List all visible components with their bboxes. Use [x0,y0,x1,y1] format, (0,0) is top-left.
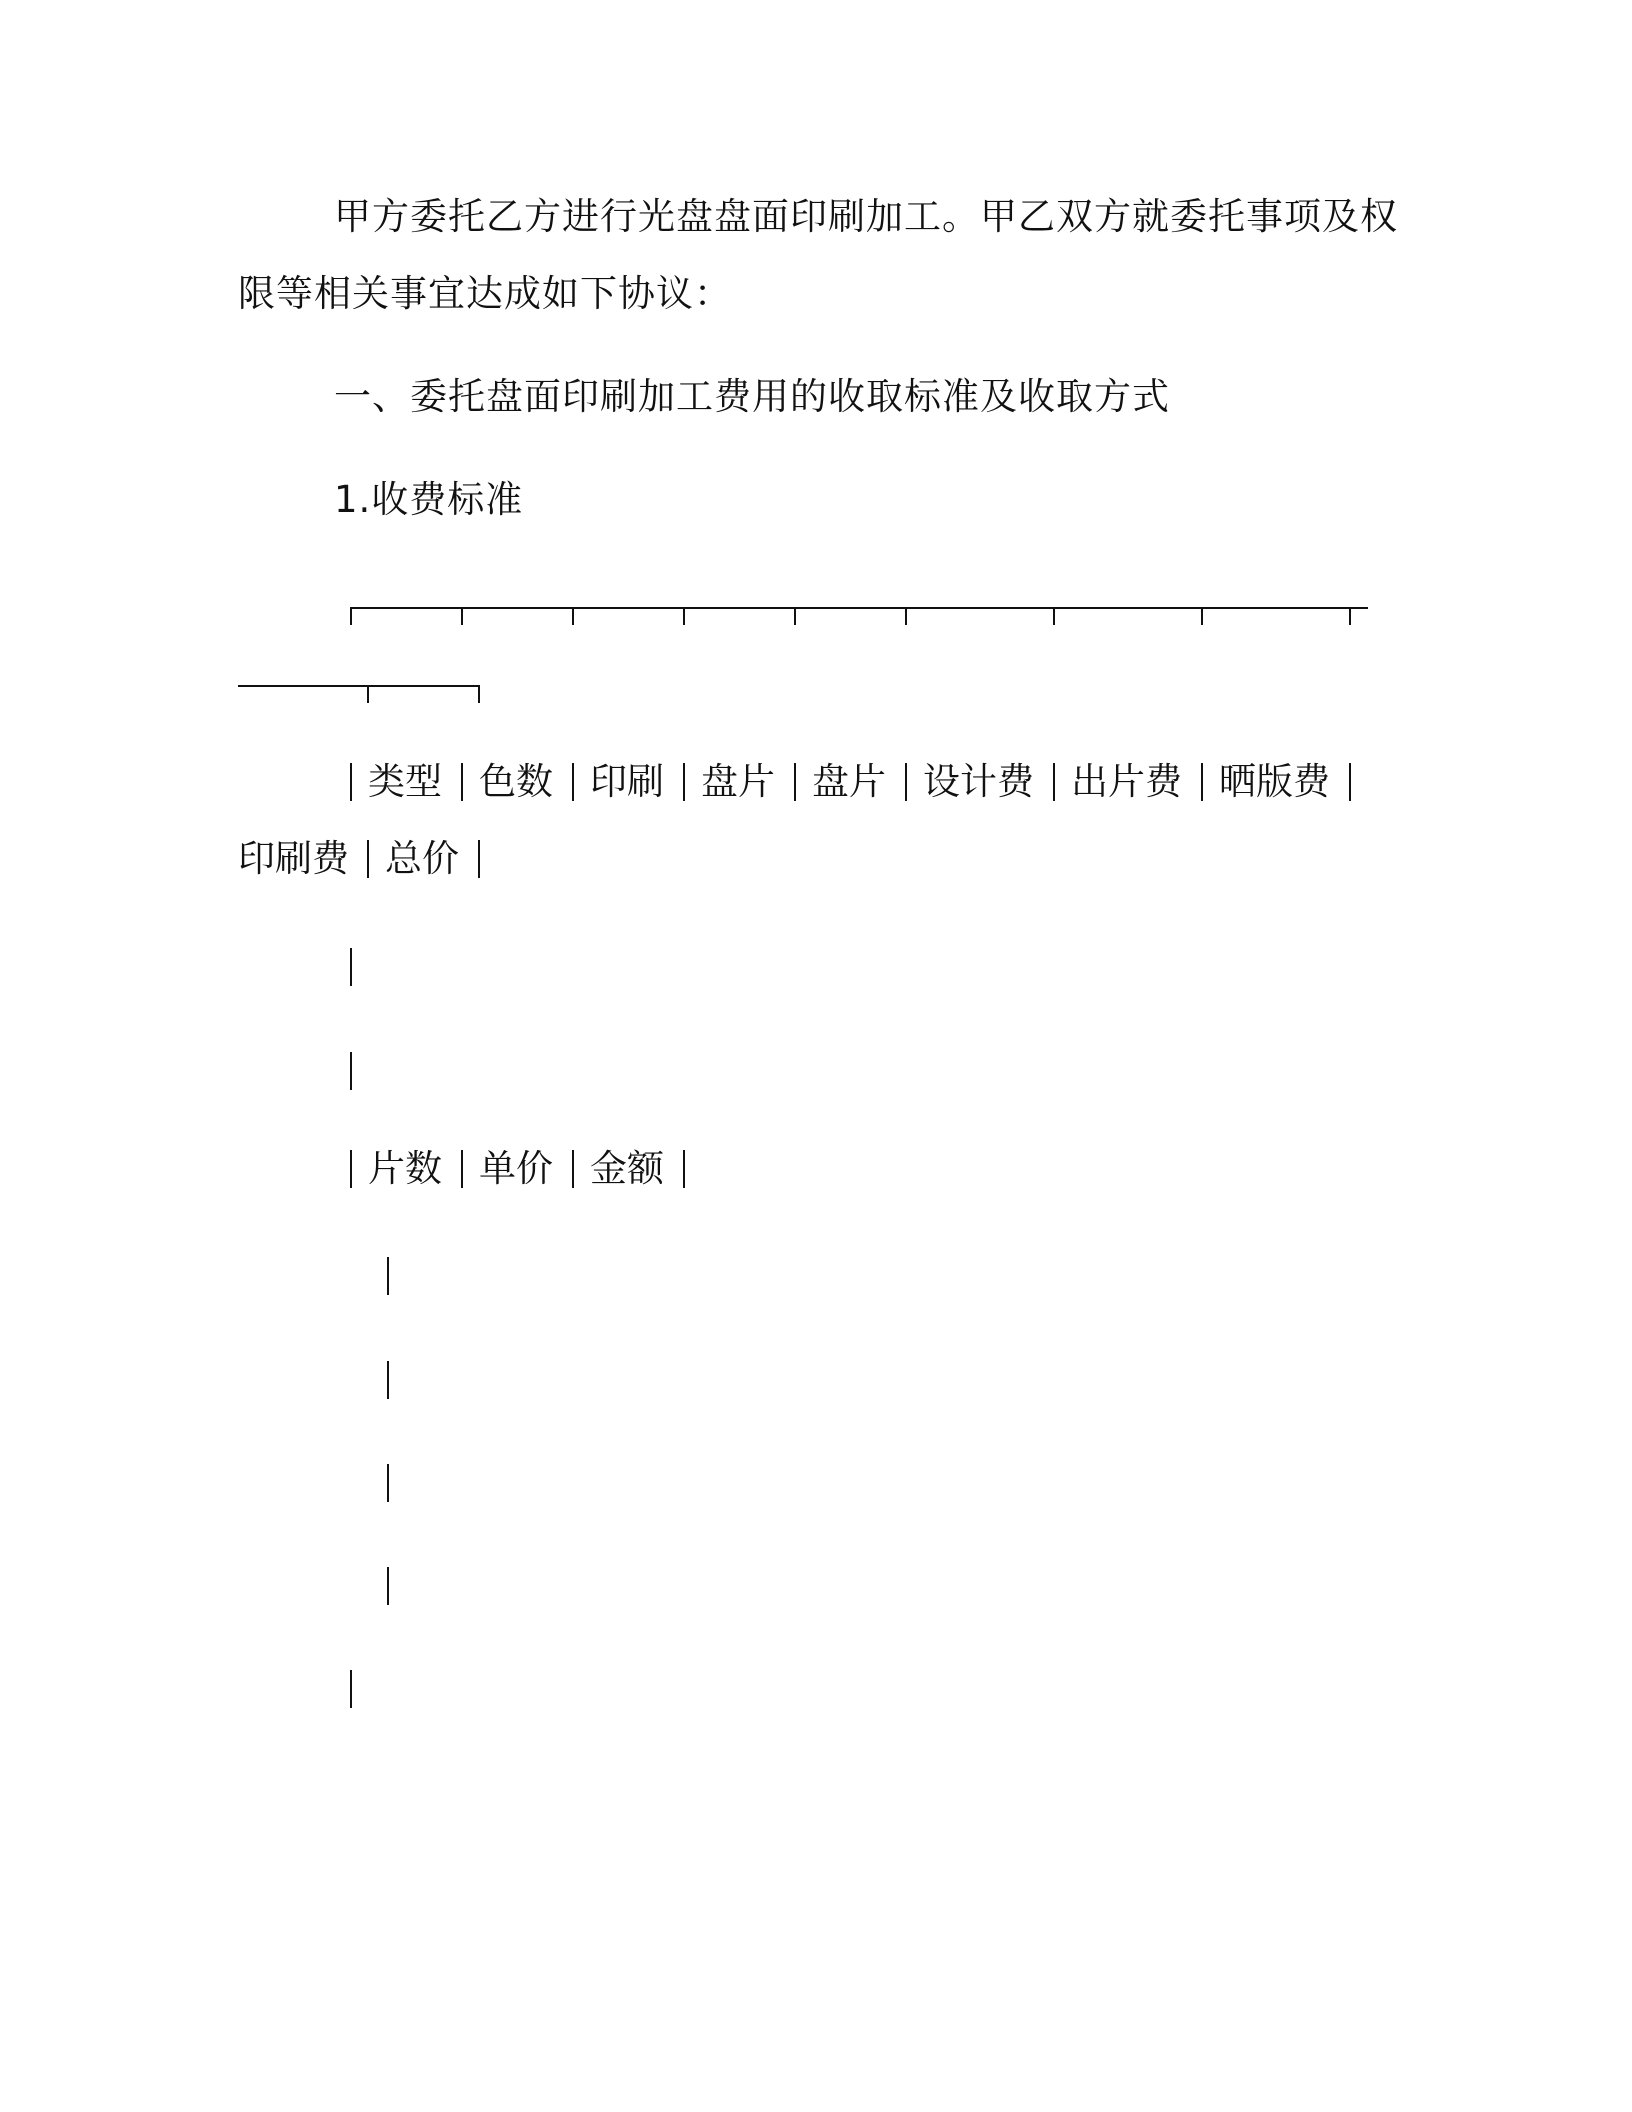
section-subheading: 1.收费标准 [334,478,524,521]
sub-header-cell-unit-price: 单价 [479,1147,553,1190]
intro-line-2: 限等相关事宜达成如下协议： [238,272,732,315]
table-row-border [387,1361,389,1399]
header-cell-disc-2: 盘片 [812,760,886,803]
header-cell-colors: 色数 [479,760,553,803]
header-cell-disc-1: 盘片 [701,760,775,803]
table-row-border [387,1464,389,1502]
header-cell-plate-fee: 晒版费 [1219,760,1330,803]
sub-header-cell-amount: 金额 [590,1147,664,1190]
header-cell-print-fee: 印刷费 [238,837,349,880]
sub-header-cell-quantity: 片数 [368,1147,442,1190]
section-heading: 一、委托盘面印刷加工费用的收取标准及收取方式 [334,375,1170,418]
intro-line-1: 甲方委托乙方进行光盘盘面印刷加工。甲乙双方就委托事项及权 [334,195,1398,238]
table-row-border [350,1052,352,1090]
header-cell-type: 类型 [368,760,442,803]
header-cell-design-fee: 设计费 [923,760,1034,803]
table-row-border [350,1670,352,1708]
table-row-border [350,948,352,986]
table-row-border [387,1567,389,1605]
table-row-border [387,1257,389,1295]
header-cell-film-fee: 出片费 [1071,760,1182,803]
header-cell-printing: 印刷 [590,760,664,803]
header-cell-total: 总价 [385,837,459,880]
